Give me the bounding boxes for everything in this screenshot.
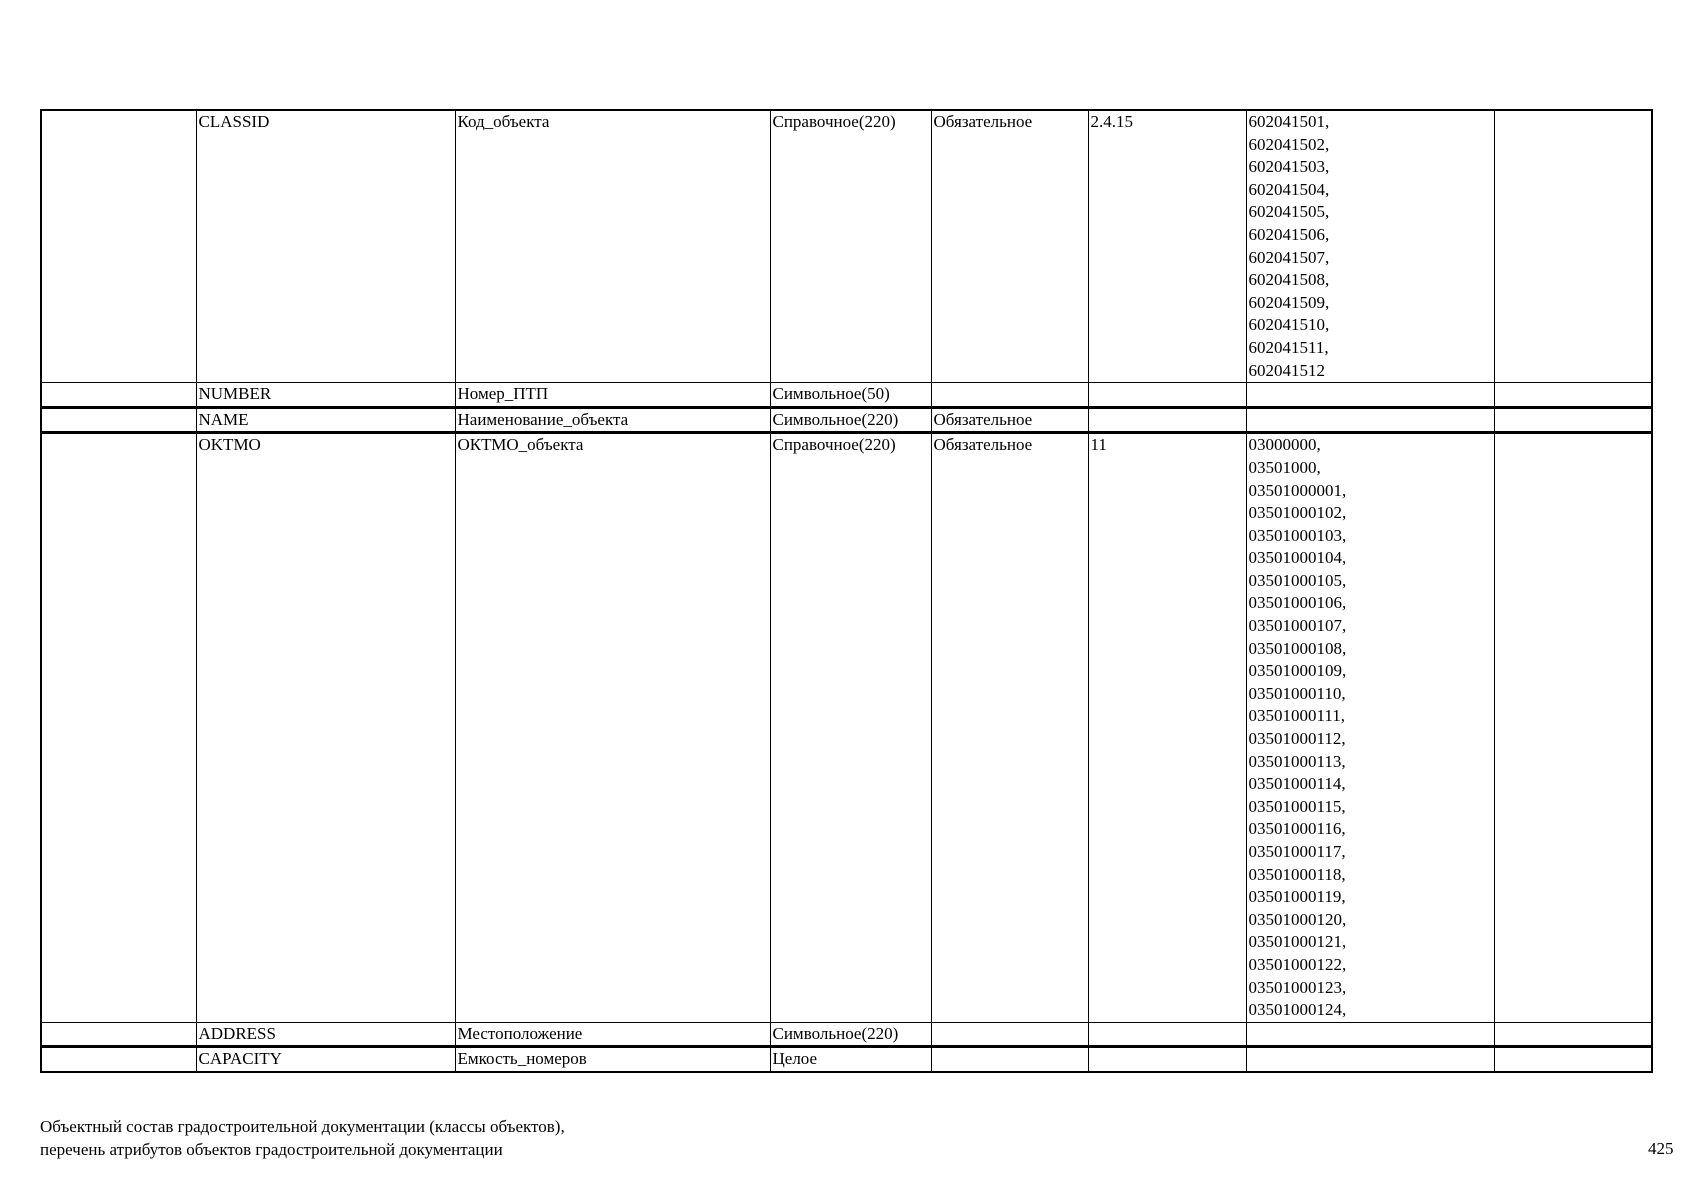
reference-cell [1088,1047,1246,1072]
required-cell: Обязательное [931,433,1088,1022]
row-blank-cell [41,433,196,1022]
allowed-values-cell [1246,110,1494,383]
attribute-name-cell: Емкость_номеров [455,1047,770,1072]
row-blank-cell [41,1022,196,1047]
allowed-value: 03501000115, [1248,796,1346,816]
attribute-table [40,109,1653,1073]
required-cell [931,383,1088,408]
attribute-type-cell: Символьное(220) [770,1022,931,1047]
allowed-value: 03501000121, [1248,932,1347,952]
attribute-type-cell: Символьное(50) [770,383,931,408]
reference-cell [1088,407,1246,433]
allowed-value: 03501000116, [1248,819,1346,839]
attribute-name-cell: Код_объекта [455,110,770,383]
reference-cell: 2.4.15 [1088,110,1246,383]
allowed-value: 03501000124, [1248,1000,1347,1020]
allowed-value: 03501000001, [1248,480,1347,500]
attribute-name-cell: Наименование_объекта [455,407,770,433]
allowed-value: 03501000119, [1248,887,1346,907]
attribute-code-cell: NAME [196,407,455,433]
attribute-code-cell: OKTMO [196,433,455,1022]
attribute-code-cell: CAPACITY [196,1047,455,1072]
allowed-value: 03501000122, [1248,954,1347,974]
allowed-value: 602041504, [1248,179,1330,199]
allowed-value: 03501000104, [1248,548,1347,568]
attribute-type-cell: Справочное(220) [770,110,931,383]
attribute-code-cell: CLASSID [196,110,455,383]
allowed-value: 03501000105, [1248,570,1347,590]
row-blank-cell [41,407,196,433]
footer-caption-line-2: перечень атрибутов объектов градостроительной документации [40,1140,503,1159]
row-blank-cell [41,383,196,408]
allowed-value: 03501000103, [1248,525,1347,545]
reference-cell [1088,1022,1246,1047]
allowed-value: 602041501, [1248,112,1330,131]
allowed-values-cell [1246,433,1494,1022]
attribute-code-cell: NUMBER [196,383,455,408]
required-cell [931,1047,1088,1072]
note-cell [1494,383,1652,408]
footer-caption-line-1: Объектный состав градостроительной документации (классы объектов), [40,1117,565,1136]
allowed-value: 602041511, [1248,337,1329,357]
reference-cell [1088,383,1246,408]
table-row [41,110,1652,383]
table-row [41,433,1652,1022]
attribute-type-cell: Целое [770,1047,931,1072]
attribute-type-cell: Символьное(220) [770,407,931,433]
allowed-value: 03501000108, [1248,638,1347,658]
allowed-value: 602041510, [1248,315,1330,335]
allowed-value: 602041505, [1248,202,1330,222]
allowed-value: 03501000, [1248,457,1321,477]
attribute-name-cell: Местоположение [455,1022,770,1047]
table-row [41,1022,1652,1047]
allowed-values-cell [1246,407,1494,433]
allowed-value: 602041509, [1248,292,1330,312]
attribute-type-cell: Справочное(220) [770,433,931,1022]
reference-cell: 11 [1088,433,1246,1022]
allowed-value: 03501000109, [1248,661,1347,681]
allowed-value: 602041512 [1248,360,1325,380]
allowed-value: 03501000118, [1248,864,1346,884]
table-row [41,1047,1652,1072]
required-cell: Обязательное [931,110,1088,383]
allowed-values-cell [1246,383,1494,408]
allowed-value: 03501000110, [1248,683,1346,703]
allowed-value: 03501000120, [1248,909,1347,929]
row-blank-cell [41,1047,196,1072]
allowed-value: 03501000112, [1248,729,1346,749]
required-cell: Обязательное [931,407,1088,433]
allowed-value: 602041506, [1248,224,1330,244]
allowed-values-cell [1246,1022,1494,1047]
note-cell [1494,1047,1652,1072]
allowed-value: 03501000114, [1248,774,1346,794]
allowed-value: 602041508, [1248,270,1330,290]
note-cell [1494,1022,1652,1047]
allowed-value: 602041502, [1248,134,1330,154]
page-number: 425 [1648,1139,1674,1158]
attribute-code-cell: ADDRESS [196,1022,455,1047]
allowed-values-cell [1246,1047,1494,1072]
row-blank-cell [41,110,196,383]
allowed-value: 03501000113, [1248,751,1346,771]
attribute-name-cell: ОКТМО_объекта [455,433,770,1022]
allowed-value: 03501000102, [1248,503,1347,523]
table-body [41,110,1652,1072]
table-row [41,383,1652,408]
table-row [41,407,1652,433]
note-cell [1494,433,1652,1022]
note-cell [1494,407,1652,433]
allowed-value: 602041503, [1248,157,1330,177]
footer-caption [40,1115,565,1161]
required-cell [931,1022,1088,1047]
allowed-value: 03000000, [1248,435,1321,455]
allowed-value: 03501000111, [1248,706,1345,726]
attribute-name-cell: Номер_ПТП [455,383,770,408]
allowed-value: 03501000106, [1248,593,1347,613]
note-cell [1494,110,1652,383]
allowed-value: 03501000117, [1248,842,1346,861]
allowed-value: 602041507, [1248,247,1330,267]
allowed-value: 03501000123, [1248,977,1347,997]
allowed-value: 03501000107, [1248,616,1347,636]
